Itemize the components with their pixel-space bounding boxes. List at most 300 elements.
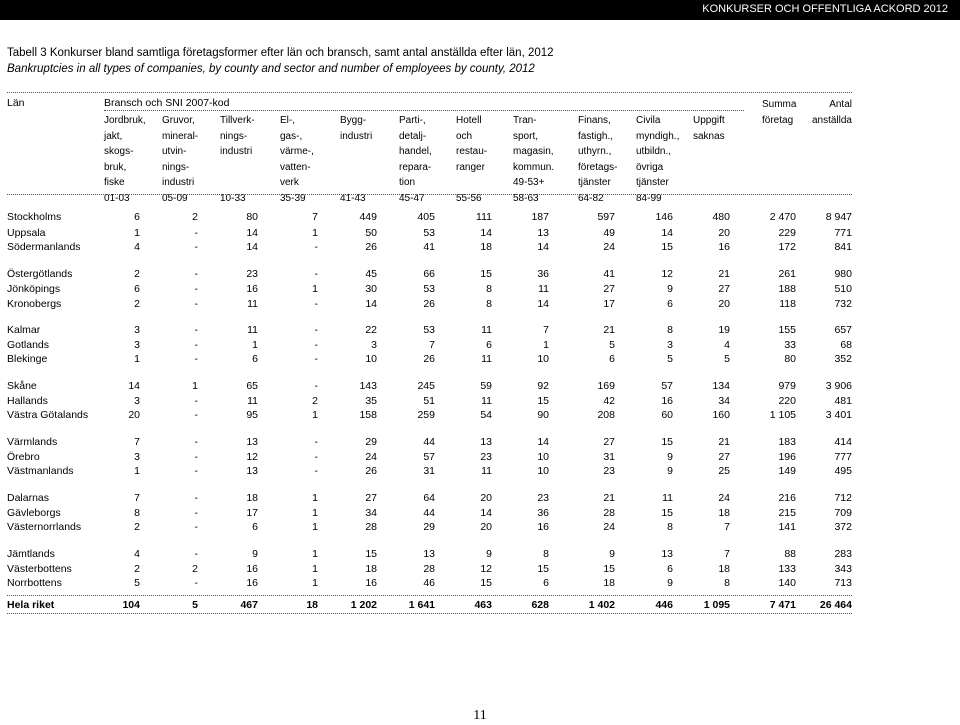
table-cell: 14 xyxy=(537,241,549,253)
table-cell: 7 xyxy=(724,521,730,533)
sector-label-line: värme-, xyxy=(280,146,314,158)
table-cell: 19 xyxy=(718,324,730,336)
sector-column-header xyxy=(456,113,487,207)
sector-column-header xyxy=(513,113,554,207)
table-cell: 3 401 xyxy=(825,409,852,421)
table-cell: 14 xyxy=(128,380,140,392)
sector-column-header xyxy=(162,113,198,207)
table-cell: 53 xyxy=(423,283,435,295)
table-cell: 10 xyxy=(537,451,549,463)
sector-label-line: tjänster xyxy=(578,177,611,189)
sector-label-line: industri xyxy=(162,177,195,189)
table-cell: 26 xyxy=(365,241,377,253)
table-cell: 68 xyxy=(840,339,852,351)
sector-label-line: nings- xyxy=(220,130,248,142)
table-cell: 510 xyxy=(834,283,852,295)
table-cell: - xyxy=(314,241,318,253)
table-cell: 23 xyxy=(246,268,258,280)
sector-group-rule xyxy=(104,110,744,111)
table-cell: 28 xyxy=(423,563,435,575)
table-cell: 20 xyxy=(480,492,492,504)
table-cell: 34 xyxy=(365,507,377,519)
table-cell: 27 xyxy=(718,451,730,463)
table-cell: 12 xyxy=(246,451,258,463)
sni-code: 55-56 xyxy=(456,192,482,204)
table-cell: 3 xyxy=(134,451,140,463)
sector-label-line: gas-, xyxy=(280,130,303,142)
table-cell: 2 xyxy=(134,268,140,280)
sector-label-line: och xyxy=(456,130,473,142)
total-companies-sublabel: företag xyxy=(762,114,794,126)
table-cell: 118 xyxy=(779,298,796,310)
sector-label-line: jakt, xyxy=(104,130,123,142)
table-cell: - xyxy=(314,324,318,336)
table-cell: 9 xyxy=(667,577,673,589)
running-header xyxy=(0,0,960,20)
sector-column-header xyxy=(340,113,372,207)
table-cell: 27 xyxy=(718,283,730,295)
sector-column-header xyxy=(636,113,679,207)
total-value: 1 095 xyxy=(703,599,730,611)
total-value: 446 xyxy=(655,599,673,611)
table-cell: 7 xyxy=(134,492,140,504)
table-cell: - xyxy=(314,353,318,365)
sector-label-line: ranger xyxy=(456,161,485,173)
county-name: Jönköpings xyxy=(7,283,61,295)
sector-label-line: detalj- xyxy=(399,130,427,142)
table-cell: 24 xyxy=(365,451,377,463)
total-value: 5 xyxy=(192,599,198,611)
table-cell: 414 xyxy=(834,436,852,448)
table-cell: 16 xyxy=(246,577,258,589)
table-cell: 2 xyxy=(192,563,198,575)
table-cell: 16 xyxy=(661,395,673,407)
table-cell: 215 xyxy=(778,507,796,519)
table-cell: 18 xyxy=(246,492,258,504)
table-cell: - xyxy=(314,268,318,280)
sector-label-line xyxy=(220,175,255,191)
table-cell: 2 xyxy=(192,211,198,223)
sector-column-header xyxy=(399,113,432,207)
table-cell: 41 xyxy=(603,268,615,280)
sector-label-line: skogs- xyxy=(104,146,134,158)
sector-label-line: Uppgift xyxy=(693,115,725,126)
table-cell: 27 xyxy=(365,492,377,504)
table-cell: 11 xyxy=(481,465,492,477)
table-cell: 23 xyxy=(603,465,615,477)
table-cell: 3 xyxy=(134,395,140,407)
table-cell: 169 xyxy=(597,380,615,392)
table-cell: 28 xyxy=(603,507,615,519)
table-cell: 1 105 xyxy=(769,409,796,421)
table-cell: 712 xyxy=(834,492,852,504)
table-cell: - xyxy=(194,268,198,280)
table-cell: 259 xyxy=(417,409,435,421)
table-cell: 1 xyxy=(312,492,318,504)
table-cell: - xyxy=(194,436,198,448)
table-cell: 597 xyxy=(597,211,615,223)
county-name: Jämtlands xyxy=(7,548,55,560)
sni-code: 10-33 xyxy=(220,192,246,204)
table-cell: 172 xyxy=(778,241,796,253)
sector-group-header: Bransch och SNI 2007-kod xyxy=(104,97,230,109)
sector-label-line: handel, xyxy=(399,146,432,158)
table-cell: 183 xyxy=(778,436,796,448)
table-cell: 343 xyxy=(834,563,852,575)
county-name: Blekinge xyxy=(7,353,48,365)
total-value: 467 xyxy=(240,599,258,611)
table-cell: 14 xyxy=(365,298,377,310)
table-cell: 11 xyxy=(662,492,673,504)
table-cell: 245 xyxy=(417,380,435,392)
sector-label-line: industri xyxy=(220,146,253,158)
sector-label-line: myndigh., xyxy=(636,130,680,142)
table-cell: - xyxy=(194,227,198,239)
total-value: 628 xyxy=(531,599,549,611)
sector-label-line xyxy=(693,160,725,176)
sector-label-line: Civila xyxy=(636,115,661,126)
table-cell: 449 xyxy=(359,211,377,223)
table-cell: 14 xyxy=(246,241,258,253)
table-cell: 980 xyxy=(834,268,852,280)
table-cell: 9 xyxy=(667,283,673,295)
table-cell: 2 470 xyxy=(769,211,796,223)
sector-label-line: uthyrn., xyxy=(578,146,612,158)
table-cell: 16 xyxy=(718,241,730,253)
table-cell: - xyxy=(314,339,318,351)
table-cell: 5 xyxy=(609,339,615,351)
table-cell: 57 xyxy=(423,451,435,463)
table-cell: 1 xyxy=(312,577,318,589)
table-cell: 51 xyxy=(423,395,435,407)
table-cell: 140 xyxy=(778,577,796,589)
running-header-text: KONKURSER OCH OFFENTLIGA ACKORD 2012 xyxy=(702,3,948,15)
table-cell: - xyxy=(194,451,198,463)
table-cell: 771 xyxy=(834,227,852,239)
table-cell: - xyxy=(194,521,198,533)
total-value: 1 641 xyxy=(408,599,435,611)
table-cell: 22 xyxy=(365,324,377,336)
county-name: Hallands xyxy=(7,395,48,407)
table-cell: 15 xyxy=(537,395,549,407)
table-cell: 1 xyxy=(312,409,318,421)
county-name: Västerbottens xyxy=(7,563,72,575)
table-cell: 7 xyxy=(312,211,318,223)
sector-column-header xyxy=(220,113,255,207)
sni-code: 58-63 xyxy=(513,192,539,204)
total-top-rule xyxy=(7,595,852,596)
table-cell: 14 xyxy=(246,227,258,239)
table-cell: 50 xyxy=(365,227,377,239)
table-cell: 14 xyxy=(661,227,673,239)
table-cell: 45 xyxy=(365,268,377,280)
table-cell: 979 xyxy=(778,380,796,392)
table-cell: 111 xyxy=(476,211,492,223)
table-cell: 709 xyxy=(834,507,852,519)
table-cell: 7 xyxy=(543,324,549,336)
table-cell: 11 xyxy=(247,298,258,310)
sni-code: 41-43 xyxy=(340,192,366,204)
table-cell: 149 xyxy=(778,465,796,477)
table-cell: 11 xyxy=(481,395,492,407)
total-value: 7 471 xyxy=(769,599,796,611)
table-cell: 21 xyxy=(718,268,730,280)
table-cell: 5 xyxy=(667,353,673,365)
table-cell: 33 xyxy=(784,339,796,351)
table-cell: 1 xyxy=(134,353,140,365)
table-cell: 1 xyxy=(312,548,318,560)
table-cell: 481 xyxy=(834,395,852,407)
table-cell: 15 xyxy=(480,268,492,280)
sector-label-line xyxy=(693,175,725,191)
table-cell: 5 xyxy=(724,353,730,365)
total-value: 18 xyxy=(306,599,318,611)
table-cell: 18 xyxy=(718,563,730,575)
employees-header xyxy=(803,97,852,128)
sector-label-line xyxy=(340,175,372,191)
table-cell: 57 xyxy=(661,380,673,392)
table-cell: 8 xyxy=(134,507,140,519)
table-cell: 15 xyxy=(661,436,673,448)
sector-label-line: magasin, xyxy=(513,146,554,158)
table-cell: 20 xyxy=(128,409,140,421)
sector-label-line: nings- xyxy=(162,161,190,173)
table-cell: 20 xyxy=(718,227,730,239)
table-cell: 13 xyxy=(246,465,258,477)
table-cell: 3 906 xyxy=(825,380,852,392)
sector-label-line: vatten- xyxy=(280,161,311,173)
table-cell: 53 xyxy=(423,227,435,239)
total-companies-label: Summa xyxy=(762,99,797,110)
table-cell: 1 xyxy=(312,507,318,519)
table-cell: 15 xyxy=(661,507,673,519)
table-cell: 216 xyxy=(778,492,796,504)
sector-label-line: industri xyxy=(340,130,373,142)
table-cell: 42 xyxy=(603,395,615,407)
table-cell: 405 xyxy=(417,211,435,223)
table-cell: - xyxy=(194,241,198,253)
table-cell: 20 xyxy=(718,298,730,310)
table-cell: 13 xyxy=(423,548,435,560)
county-name: Stockholms xyxy=(7,211,62,223)
table-cell: 6 xyxy=(667,563,673,575)
table-cell: 31 xyxy=(423,465,435,477)
table-cell: 3 xyxy=(134,339,140,351)
table-cell: 29 xyxy=(423,521,435,533)
sector-column-header xyxy=(104,113,146,207)
table-cell: 657 xyxy=(834,324,852,336)
table-cell: 4 xyxy=(724,339,730,351)
table-cell: 11 xyxy=(247,324,258,336)
table-cell: - xyxy=(194,465,198,477)
sector-label-line: tjänster xyxy=(636,177,669,189)
total-companies-header xyxy=(762,97,796,128)
table-cell: 13 xyxy=(537,227,549,239)
table-cell: 15 xyxy=(537,563,549,575)
table-cell: 90 xyxy=(537,409,549,421)
table-cell: 777 xyxy=(834,451,852,463)
table-cell: 18 xyxy=(603,577,615,589)
sector-label-line: Tillverk- xyxy=(220,115,255,126)
table-cell: 16 xyxy=(537,521,549,533)
table-cell: 80 xyxy=(784,353,796,365)
table-cell: - xyxy=(194,548,198,560)
sector-label-line: företags- xyxy=(578,161,618,173)
table-cell: 23 xyxy=(537,492,549,504)
county-name: Kronobergs xyxy=(7,298,62,310)
table-cell: - xyxy=(194,339,198,351)
table-cell: 24 xyxy=(603,521,615,533)
sector-label-line: restau- xyxy=(456,146,488,158)
total-value: 1 202 xyxy=(350,599,377,611)
table-cell: 30 xyxy=(365,283,377,295)
sector-label-line: bruk, xyxy=(104,161,127,173)
sector-column-header xyxy=(578,113,617,207)
table-cell: 26 xyxy=(423,353,435,365)
table-cell: 36 xyxy=(537,268,549,280)
table-cell: 64 xyxy=(423,492,435,504)
table-title-english: Bankruptcies in all types of companies, by county and sector and number of employees by county, 2012 xyxy=(7,63,535,75)
table-cell: 8 xyxy=(667,521,673,533)
table-cell: 1 xyxy=(312,521,318,533)
table-cell: 36 xyxy=(537,507,549,519)
county-name: Västernorrlands xyxy=(7,521,82,533)
table-cell: 155 xyxy=(778,324,796,336)
table-cell: 27 xyxy=(603,283,615,295)
table-cell: 8 xyxy=(724,577,730,589)
table-cell: - xyxy=(314,298,318,310)
table-cell: 1 xyxy=(252,339,258,351)
total-value: 26 464 xyxy=(819,599,852,611)
table-cell: 25 xyxy=(718,465,730,477)
table-cell: 18 xyxy=(365,563,377,575)
sector-label-line: kommun. xyxy=(513,161,555,173)
table-cell: 13 xyxy=(661,548,673,560)
total-label: Hela riket xyxy=(7,599,55,611)
table-cell: 188 xyxy=(778,283,796,295)
total-value: 1 402 xyxy=(588,599,615,611)
sector-label-line: 49-53+ xyxy=(513,177,545,189)
sector-label-line: Parti-, xyxy=(399,115,426,126)
sector-label-line: verk xyxy=(280,177,299,189)
table-cell: 8 xyxy=(486,298,492,310)
table-cell: 4 xyxy=(134,548,140,560)
sector-column-header xyxy=(280,113,314,207)
sni-code: 64-82 xyxy=(578,192,604,204)
sni-code: 01-03 xyxy=(104,192,130,204)
table-cell: 11 xyxy=(481,353,492,365)
table-cell: 27 xyxy=(603,436,615,448)
table-cell: 187 xyxy=(531,211,549,223)
table-cell: 24 xyxy=(603,241,615,253)
bottom-rule xyxy=(7,613,852,614)
table-cell: 7 xyxy=(724,548,730,560)
sector-label-line: Hotell xyxy=(456,115,482,126)
county-name: Gävleborgs xyxy=(7,507,61,519)
table-cell: 10 xyxy=(537,465,549,477)
sni-code: 84-99 xyxy=(636,192,662,204)
table-cell: 15 xyxy=(603,563,615,575)
table-cell: - xyxy=(194,353,198,365)
sector-label-line: övriga xyxy=(636,161,664,173)
table-cell: 9 xyxy=(252,548,258,560)
county-name: Värmlands xyxy=(7,436,58,448)
table-cell: - xyxy=(194,395,198,407)
table-cell: 12 xyxy=(661,268,673,280)
table-cell: 2 xyxy=(134,298,140,310)
table-cell: 133 xyxy=(778,563,796,575)
employees-sublabel: anställda xyxy=(811,114,852,126)
table-cell: 18 xyxy=(480,241,492,253)
sector-label-line: mineral- xyxy=(162,130,199,142)
sector-column-header xyxy=(693,113,725,207)
county-name: Dalarnas xyxy=(7,492,50,504)
table-title: Tabell 3 Konkurser bland samtliga företagsformer efter län och bransch, samt antal anställda efter län, 2012 xyxy=(7,47,554,59)
sni-code: 35-39 xyxy=(280,192,306,204)
table-cell: 208 xyxy=(597,409,615,421)
page-number: 11 xyxy=(473,708,487,723)
table-cell: 16 xyxy=(246,283,258,295)
sector-label-line: El-, xyxy=(280,115,295,126)
county-name: Örebro xyxy=(7,451,40,463)
table-cell: 10 xyxy=(365,353,377,365)
county-name: Skåne xyxy=(7,380,37,392)
table-cell: 158 xyxy=(359,409,377,421)
table-cell: 141 xyxy=(778,521,796,533)
table-cell: 372 xyxy=(834,521,852,533)
sector-label-line: Gruvor, xyxy=(162,115,195,126)
sector-label-line: fiske xyxy=(104,177,125,189)
table-cell: 13 xyxy=(480,436,492,448)
table-cell: 143 xyxy=(359,380,377,392)
table-cell: 66 xyxy=(423,268,435,280)
table-cell: - xyxy=(194,324,198,336)
table-cell: 44 xyxy=(423,507,435,519)
table-cell: 17 xyxy=(603,298,615,310)
county-name: Västra Götalands xyxy=(7,409,89,421)
table-cell: 713 xyxy=(834,577,852,589)
table-cell: 3 xyxy=(134,324,140,336)
table-cell: 31 xyxy=(603,451,615,463)
table-cell: 8 xyxy=(486,283,492,295)
table-cell: 732 xyxy=(834,298,852,310)
sector-label-line: Jordbruk, xyxy=(104,115,146,126)
table-cell: 5 xyxy=(134,577,140,589)
sector-label-line xyxy=(220,160,255,176)
sector-label-line: utvin- xyxy=(162,146,187,158)
table-cell: 59 xyxy=(480,380,492,392)
table-cell: 15 xyxy=(365,548,377,560)
total-value: 463 xyxy=(474,599,492,611)
table-cell: 41 xyxy=(423,241,435,253)
table-cell: 29 xyxy=(365,436,377,448)
table-cell: 13 xyxy=(246,436,258,448)
top-rule xyxy=(7,92,852,93)
table-cell: 1 xyxy=(312,563,318,575)
table-cell: 6 xyxy=(134,283,140,295)
table-cell: 261 xyxy=(778,268,796,280)
table-cell: 53 xyxy=(423,324,435,336)
table-cell: 11 xyxy=(538,283,549,295)
table-cell: 16 xyxy=(365,577,377,589)
table-cell: 44 xyxy=(423,436,435,448)
sni-code: 05-09 xyxy=(162,192,188,204)
table-cell: 6 xyxy=(543,577,549,589)
sector-label-line xyxy=(693,144,725,160)
sector-label-line xyxy=(456,175,487,191)
table-cell: 26 xyxy=(365,465,377,477)
table-cell: 495 xyxy=(834,465,852,477)
